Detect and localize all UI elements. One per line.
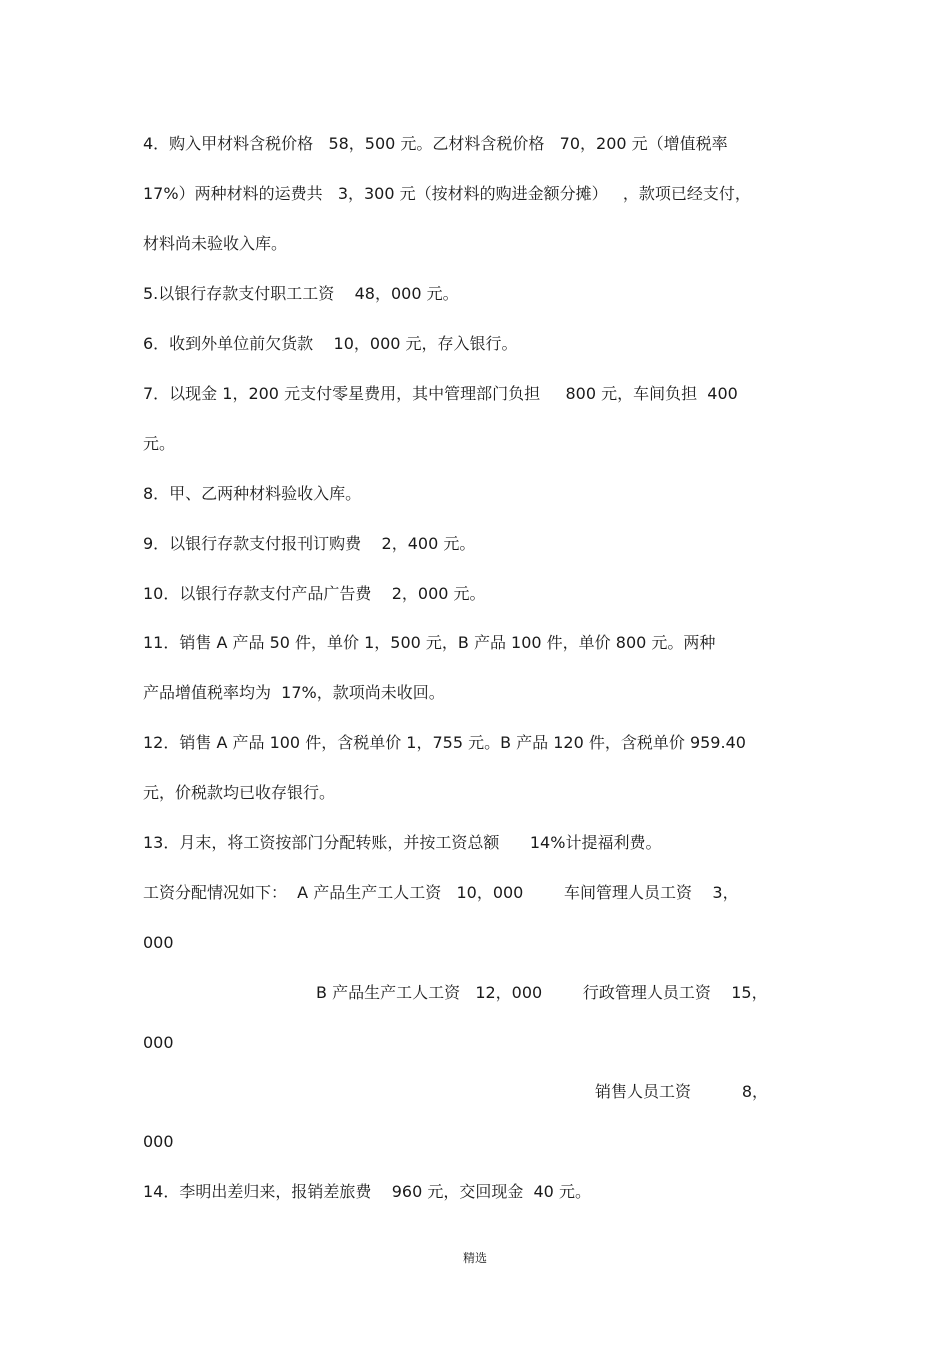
item-14: 14．李明出差归来，报销差旅费 960 元，交回现金 40 元。 [143,1182,591,1201]
item-4-line-3: 材料尚未验收入库。 [143,234,288,253]
wage-allocation-line-3: 销售人员工资 8， [595,1082,769,1101]
item-13: 13．月末，将工资按部门分配转账，并按工资总额 14%计提福利费。 [143,833,662,852]
item-11-line-1: 11．销售 A 产品 50 件，单价 1，500 元，B 产品 100 件，单价 800 元。两种 [143,633,716,652]
item-10: 10．以银行存款支付产品广告费 2，000 元。 [143,584,486,603]
item-4-line-1: 4．购入甲材料含税价格 58，500 元。乙材料含税价格 70，200 元（增值税率 [143,134,728,153]
item-4-line-2: 17%）两种材料的运费共 3，300 元（按材料的购进金额分摊） ，款项已经支付， [143,184,751,203]
wage-allocation-line-2-cont: 000 [143,1033,174,1052]
item-12-line-1: 12．销售 A 产品 100 件，含税单价 1，755 元。B 产品 120 件，含税单价 959.40 [143,733,746,752]
page-footer: 精选 [462,1251,487,1265]
wage-allocation-line-3-cont: 000 [143,1132,174,1151]
item-8: 8．甲、乙两种材料验收入库。 [143,484,362,503]
wage-allocation-line-2: B 产品生产工人工资 12，000 行政管理人员工资 15， [316,983,768,1002]
item-11-line-2: 产品增值税率均为 17%，款项尚未收回。 [143,683,445,702]
item-7-line-1: 7．以现金 1，200 元支付零星费用，其中管理部门负担 800 元，车间负担 400 [143,384,738,403]
wage-allocation-line-1-cont: 000 [143,933,174,952]
wage-allocation-line-1: 工资分配情况如下： A 产品生产工人工资 10，000 车间管理人员工资 3， [143,883,739,902]
item-6: 6．收到外单位前欠货款 10，000 元，存入银行。 [143,334,518,353]
item-7-line-2: 元。 [143,434,176,453]
item-12-line-2: 元，价税款均已收存银行。 [143,783,336,802]
item-9: 9．以银行存款支付报刊订购费 2，400 元。 [143,534,476,553]
item-5: 5.以银行存款支付职工工资 48，000 元。 [143,284,459,303]
